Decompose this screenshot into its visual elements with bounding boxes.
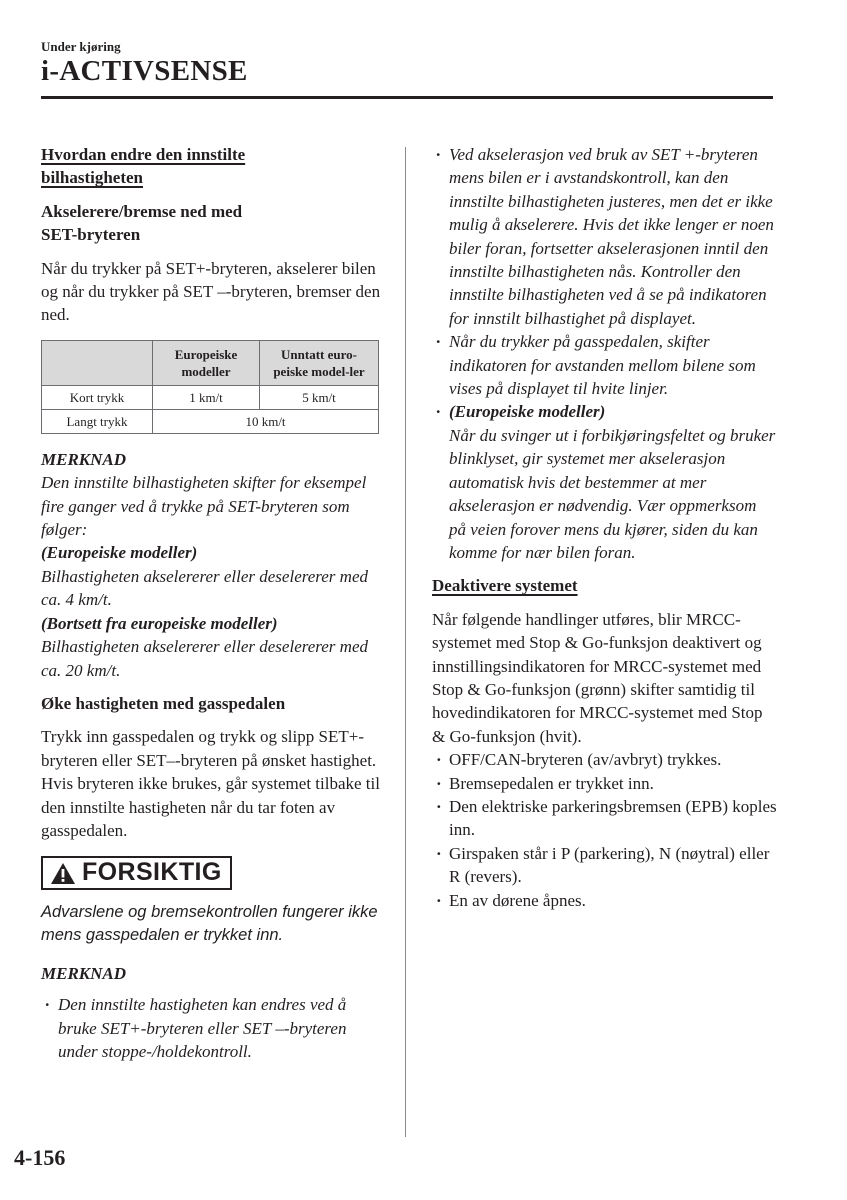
- table-cell: 5 km/t: [260, 385, 379, 409]
- note-non-eu-label: (Bortsett fra europeiske modeller): [41, 613, 278, 633]
- paragraph-accelerator: Trykk inn gasspedalen og trykk og slipp SET+-bryteren eller SET–-bryteren på ønsket hastighet. Hvis bryteren ikke brukes, går systemet tilbake til den innstilte hastigheten når du tar foten av gasspedalen.: [41, 727, 380, 840]
- table-header-row: [42, 340, 379, 385]
- list-item: · Når du trykker på gasspedalen, skifter indikatoren for avstanden mellom bilene som vises på displayet til hvite linjer.: [432, 330, 777, 400]
- warning-label: FORSIKTIG: [82, 858, 222, 887]
- header-rule: [41, 96, 773, 99]
- table-cell: 10 km/t: [153, 409, 379, 433]
- table-header-empty: [42, 340, 153, 385]
- heading-accelerator: Øke hastigheten med gasspedalen: [41, 693, 286, 713]
- warning-text: Advarslene og bremsekontrollen fungerer ikke mens gasspedalen er trykket inn.: [41, 902, 378, 945]
- list-item: · Den elektriske parkeringsbremsen (EPB) koples inn.: [432, 795, 777, 842]
- section-label: Under kjøring: [41, 39, 121, 54]
- note-bullet-list: [41, 993, 386, 1063]
- list-item: · OFF/CAN-bryteren (av/avbryt) trykkes.: [432, 748, 777, 771]
- heading-deactivate: Deaktivere systemet: [432, 576, 578, 596]
- note-label: MERKNAD: [41, 449, 127, 469]
- warning-triangle-icon: [50, 862, 76, 885]
- note-non-eu-text: Bilhastigheten akselererer eller deselererer med ca. 20 km/t.: [41, 637, 368, 680]
- note-eu-text: Bilhastigheten akselererer eller deselererer med ca. 4 km/t.: [41, 566, 368, 610]
- chapter-title: i-ACTIVSENSE: [41, 55, 248, 87]
- table-header-european: Europeiske modeller: [153, 340, 260, 385]
- heading-accelerate-brake: Akselerere/bremse ned med SET-bryteren: [41, 201, 243, 245]
- table-cell: 1 km/t: [153, 385, 260, 409]
- page-number: 4-156: [14, 1145, 66, 1170]
- speed-step-table: [41, 340, 379, 434]
- note-label: MERKNAD: [41, 963, 127, 983]
- note-text: Den innstilte bilhastigheten skifter for eksempel fire ganger ved å trykke på SET-bryteren som følger:: [41, 473, 367, 540]
- list-item: · Bremsepedalen er trykket inn.: [432, 772, 777, 795]
- list-item-label: (Europeiske modeller): [449, 402, 606, 422]
- note-bullet-list: [432, 143, 777, 564]
- table-header-non-european: Unntatt euro-peiske model-ler: [260, 340, 379, 385]
- list-item: · Girspaken står i P (parkering), N (nøytral) eller R (revers).: [432, 842, 777, 889]
- column-divider: [405, 147, 406, 1137]
- list-item: · Den innstilte hastigheten kan endres ved å bruke SET+-bryteren eller SET –-bryteren under stoppe-/holdekontroll.: [41, 993, 386, 1063]
- paragraph-set-switch: Når du trykker på SET+-bryteren, akselerer bilen og når du trykker på SET –-bryteren, bremser den ned.: [41, 258, 381, 325]
- note-eu-label: (Europeiske modeller): [41, 543, 198, 563]
- paragraph-deactivate: Når følgende handlinger utføres, blir MRCC-systemet med Stop & Go-funksjon deaktivert og innstillingsindikatoren for MRCC-systemet med Stop & Go-funksjon (grønn) skifter samtidig til hovedindikatoren for MRCC-systemet med Stop & Go-funksjon (hvit).: [432, 609, 763, 746]
- deactivate-conditions-list: [432, 748, 777, 912]
- table-row: [42, 385, 379, 409]
- right-column: [432, 143, 777, 912]
- list-item: · Ved akselerasjon ved bruk av SET +-bryteren mens bilen er i avstandskontroll, kan den innstilte bilhastigheten justeres, men det er ikke mulig å akselerere. Hvis det ikke lenger er noen biler foran, fortsetter akselerasjonen inntil den innstilte bilhastigheten nås. Kontroller den innstilte bilhastigheten ved å se på indikatoren for innstilt bilhastighet på displayet.: [432, 143, 777, 330]
- list-item: [432, 400, 777, 564]
- note-block: [41, 448, 386, 682]
- warning-box: [41, 856, 232, 889]
- table-row: [42, 409, 379, 433]
- left-column: [41, 143, 386, 1063]
- list-item-text: Når du svinger ut i forbikjøringsfeltet og bruker blinklyset, gir systemet mer akselerasjon automatisk hvis det bestemmer at mer akselerasjon er nødvendig. Vær oppmerksom på veien forover mens du kjører, siden du kan komme for nær bilen foran.: [449, 425, 776, 562]
- list-item: · En av dørene åpnes.: [432, 889, 777, 912]
- table-cell: Langt trykk: [42, 409, 153, 433]
- heading-change-speed: Hvordan endre den innstilte bilhastigheten: [41, 145, 246, 188]
- table-cell: Kort trykk: [42, 385, 153, 409]
